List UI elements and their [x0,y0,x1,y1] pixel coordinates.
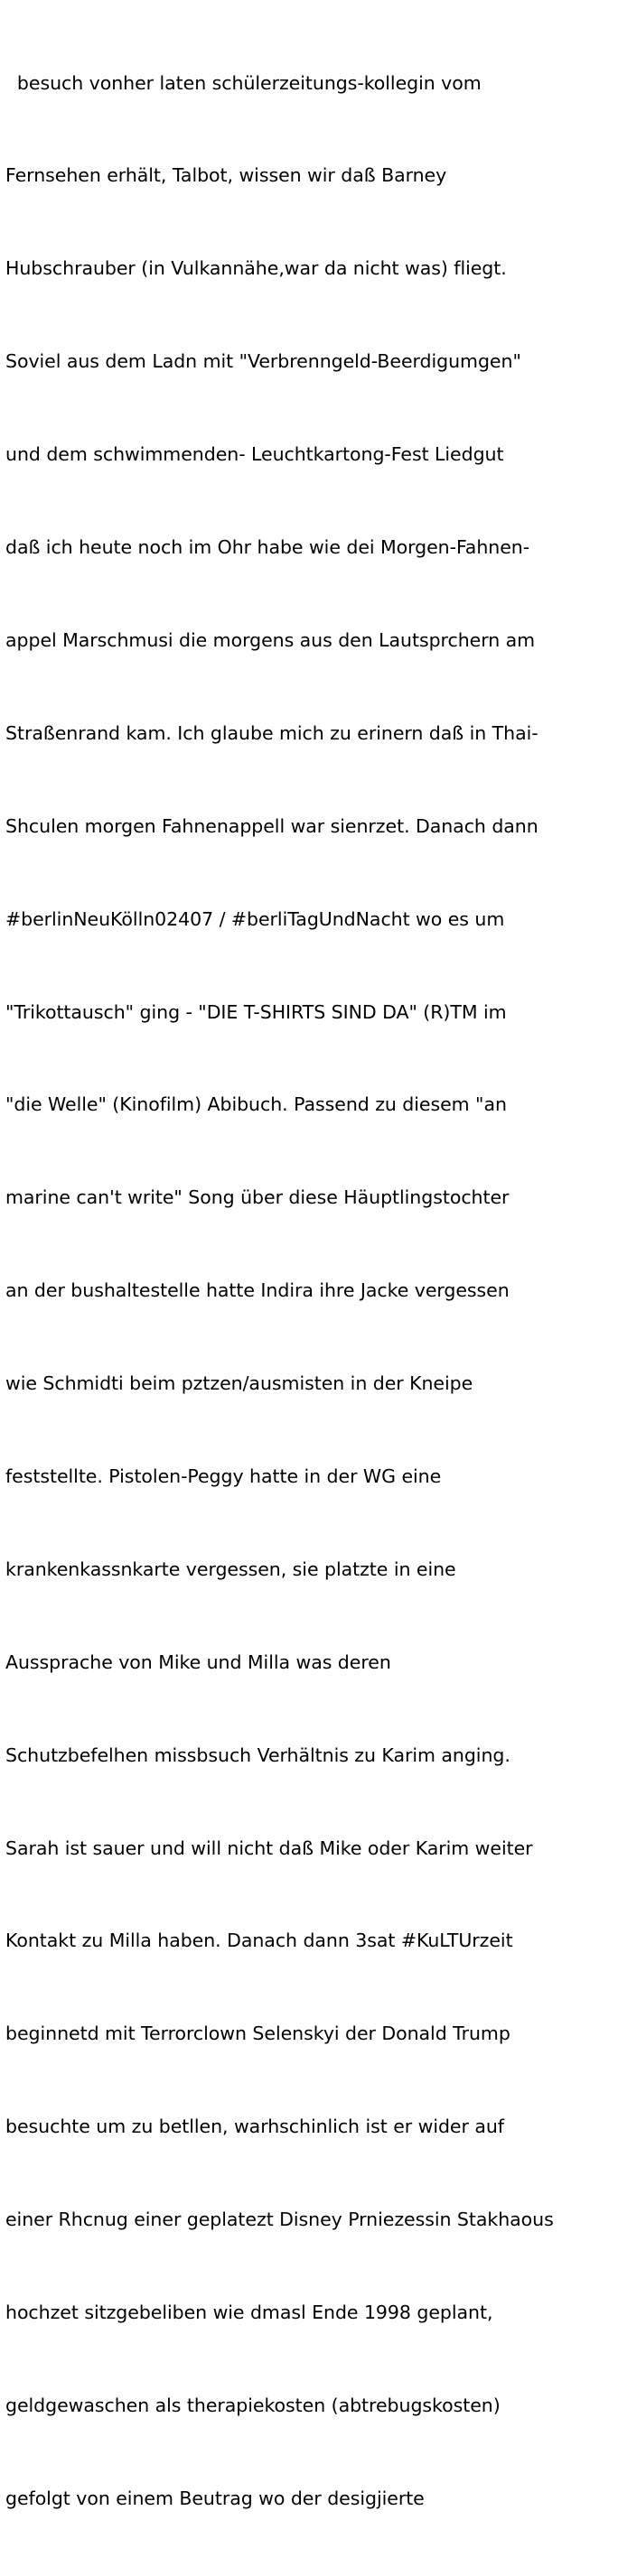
text-line: feststellte. Pistolen-Peggy hatte in der WG eine [5,1465,442,1487]
text-line: einer Rhcnug einer geplatezt Disney Prniezessin Stakhaous [5,2209,554,2231]
text-line: "die Welle" (Kinofilm) Abibuch. Passend zu diesem "an [5,1093,507,1116]
text-line: geldgewaschen als therapiekosten (abtrebugskosten) [5,2394,501,2416]
text-line: marine can't write" Song über diese Häuptlingstochter [5,1186,510,1209]
text-line: beginnetd mit Terrorclown Selenskyi der Donald Trump [5,2023,510,2045]
text-line: an der bushaltestelle hatte Indira ihre Jacke vergessen [5,1279,510,1302]
text-line: Hubschrauber (in Vulkannähe,war da nicht was) fliegt. [5,257,507,280]
text-line: und dem schwimmenden- Leuchtkartong-Fest Liedgut [5,443,504,466]
text-line: Sarah ist sauer und will nicht daß Mike oder Karim weiter [5,1837,533,1859]
text-line: Shculen morgen Fahnenappell war sienrzet. Danach dann [5,814,538,837]
text-line: Straßenrand kam. Ich glaube mich zu erinern daß in Thai- [5,721,538,744]
text-line: Schutzbefelhen missbsuch Verhältnis zu Karim anging. [5,1744,510,1766]
text-line: Kontakt zu Milla haben. Danach dann 3sat #KuLTUrzeit [5,1930,513,1952]
text-line: besuch vonher laten schülerzeitungs-kollegin vom [5,71,482,94]
text-line: besuchte um zu betllen, warhschinlich ist er wider auf [5,2116,504,2138]
text-line: daß ich heute noch im Ohr habe wie dei Morgen-Fahnen- [5,536,530,559]
text-line: appel Marschmusi die morgens aus den Lautsprchern am [5,628,536,651]
text-line: wie Schmidti beim pztzen/ausmisten in der Kneipe [5,1372,473,1395]
document-text-body [5,5,613,2576]
text-line: Aussprache von Mike und Milla was deren [5,1651,391,1673]
text-line: #berlinNeuKölln02407 / #berliTagUndNacht wo es um [5,907,505,930]
text-line: Soviel aus dem Ladn mit "Verbrenngeld-Beerdigumgen" [5,350,521,373]
text-line: gefolgt von einem Beutrag wo der desigjierte [5,2487,425,2509]
text-line: Fernsehen erhält, Talbot, wissen wir daß Barney [5,164,447,187]
text-line: "Trikottausch" ging - "DIE T-SHIRTS SIND DA" (R)TM im [5,1000,507,1023]
text-line: krankenkassnkarte vergessen, sie platzte in eine [5,1558,456,1580]
text-line: hochzet sitzgebeliben wie dmasl Ende 1998 geplant, [5,2301,493,2323]
